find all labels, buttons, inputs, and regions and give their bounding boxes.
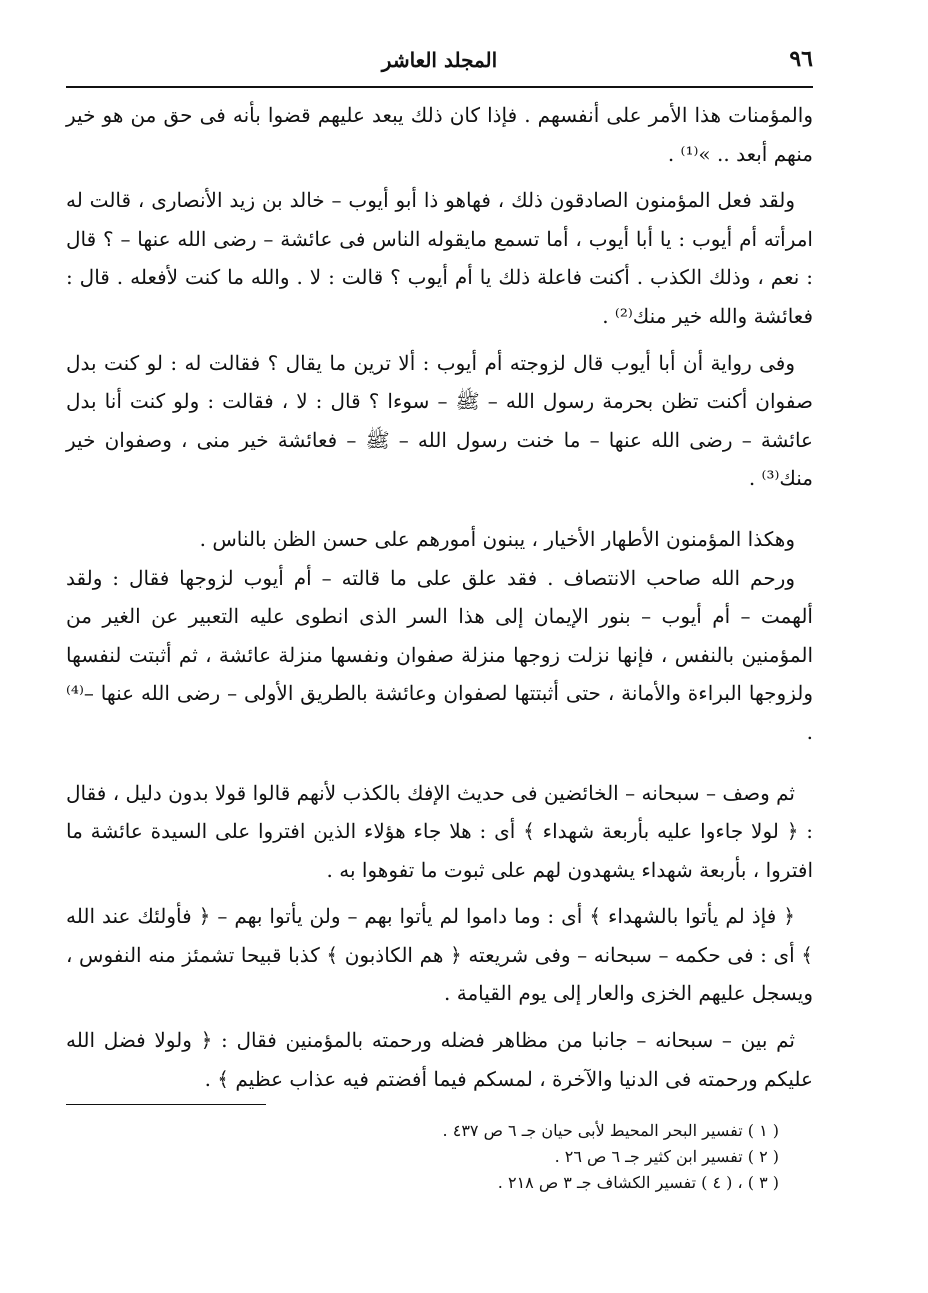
running-title: المجلد العاشر <box>381 48 498 72</box>
header-rule <box>66 86 813 88</box>
paragraph-3: وفى رواية أن أبا أيوب قال لزوجته أم أيوب : ألا ترين ما يقال ؟ فقالت له : لو كنت بدل صفوان أكنت تظن بحرمة رسول الله – ﷺ – سوءا ؟ قال : لا ، فقالت : ولو كنت أنا بدل عائشة – رضى الله عنها – ما خنت رسول الله – ﷺ – فعائشة خير منى ، وصفوان خير منك⁽³⁾ . <box>66 350 813 491</box>
paragraph-gap <box>66 173 813 181</box>
footnotes <box>180 1118 813 1196</box>
footnote-1: ( ١ ) تفسير البحر المحيط لأبى حيان جـ ٦ ص ٤٣٧ . <box>442 1121 779 1140</box>
page-body <box>66 96 813 1091</box>
paragraph-4: وهكذا المؤمنون الأطهار الأخيار ، يبنون أمورهم على حسن الظن بالناس . <box>199 526 795 551</box>
paragraph-gap <box>66 1013 813 1021</box>
page-number: ٩٦ <box>789 46 813 72</box>
page-header <box>66 40 813 88</box>
paragraph-7: ﴿ فإذ لم يأتوا بالشهداء ﴾ أى : وما داموا لم يأتوا بهم – ولن يأتوا بهم – ﴿ فأولئك عند الله ﴾ أى : فى حكمه – سبحانه – وفى شريعته ﴿ هم الكاذبون ﴾ كذبا قبيحا تشمئز منه النفوس ، ويسجل عليهم الخزى والعار إلى يوم القيامة . <box>66 904 813 1006</box>
paragraph-gap <box>66 889 813 897</box>
paragraph-gap <box>66 752 813 774</box>
footnote-rule <box>66 1104 266 1105</box>
paragraph-6: ثم وصف – سبحانه – الخائضين فى حديث الإفك بالكذب لأنهم قالوا قولا بدون دليل ، فقال : ﴿ لولا جاءوا عليه بأربعة شهداء ﴾ أى : هلا جاء هؤلاء الذين افتروا على السيدة عائشة ما افتروا ، بأربعة شهداء يشهدون لهم على ثبوت ما تفوهوا به . <box>66 780 813 882</box>
paragraph-2: ولقد فعل المؤمنون الصادقون ذلك ، فهاهو ذا أبو أيوب – خالد بن زيد الأنصارى ، قالت له امرأته أم أيوب : يا أبا أيوب ، أما تسمع مايقوله الناس فى عائشة – رضى الله عنها – ؟ قال : نعم ، وذلك الكذب . أكنت فاعلة ذلك يا أم أيوب ؟ قالت : لا . والله ما كنت لأفعله . قال : فعائشة والله خير منك⁽²⁾ . <box>66 188 813 328</box>
footnote-3: ( ٣ ) ، ( ٤ ) تفسير الكشاف جـ ٣ ص ٢١٨ . <box>497 1173 779 1192</box>
paragraph-1: والمؤمنات هذا الأمر على أنفسهم . فإذا كان ذلك يبعد عليهم قضوا بأنه فى حق من هو خير منهم أبعد .. »⁽¹⁾ . <box>66 103 813 166</box>
paragraph-8: ثم بين – سبحانه – جانبا من مظاهر فضله ورحمته بالمؤمنين فقال : ﴿ ولولا فضل الله عليكم ورحمته فى الدنيا والآخرة ، لمسكم فيما أفضتم فيه عذاب عظيم ﴾ . <box>66 1028 813 1091</box>
paragraph-gap <box>66 336 813 344</box>
footnote-2: ( ٢ ) تفسير ابن كثير جـ ٦ ص ٢٦ . <box>554 1147 779 1166</box>
paragraph-gap <box>66 498 813 520</box>
paragraph-5: ورحم الله صاحب الانتصاف . فقد علق على ما قالته – أم أيوب لزوجها فقال : ولقد ألهمت – أم أيوب – بنور الإيمان إلى هذا السر الذى انطوى عليه التعبير عن الغير من المؤمنين بالنفس ، فإنها نزلت زوجها منزلة صفوان ونفسها منزلة عائشة ، ثم أثبتت لنفسها ولزوجها البراءة والأمانة ، حتى أثبتتها لصفوان وعائشة بالطريق الأولى – رضى الله عنها –⁽⁴⁾ . <box>66 565 813 744</box>
